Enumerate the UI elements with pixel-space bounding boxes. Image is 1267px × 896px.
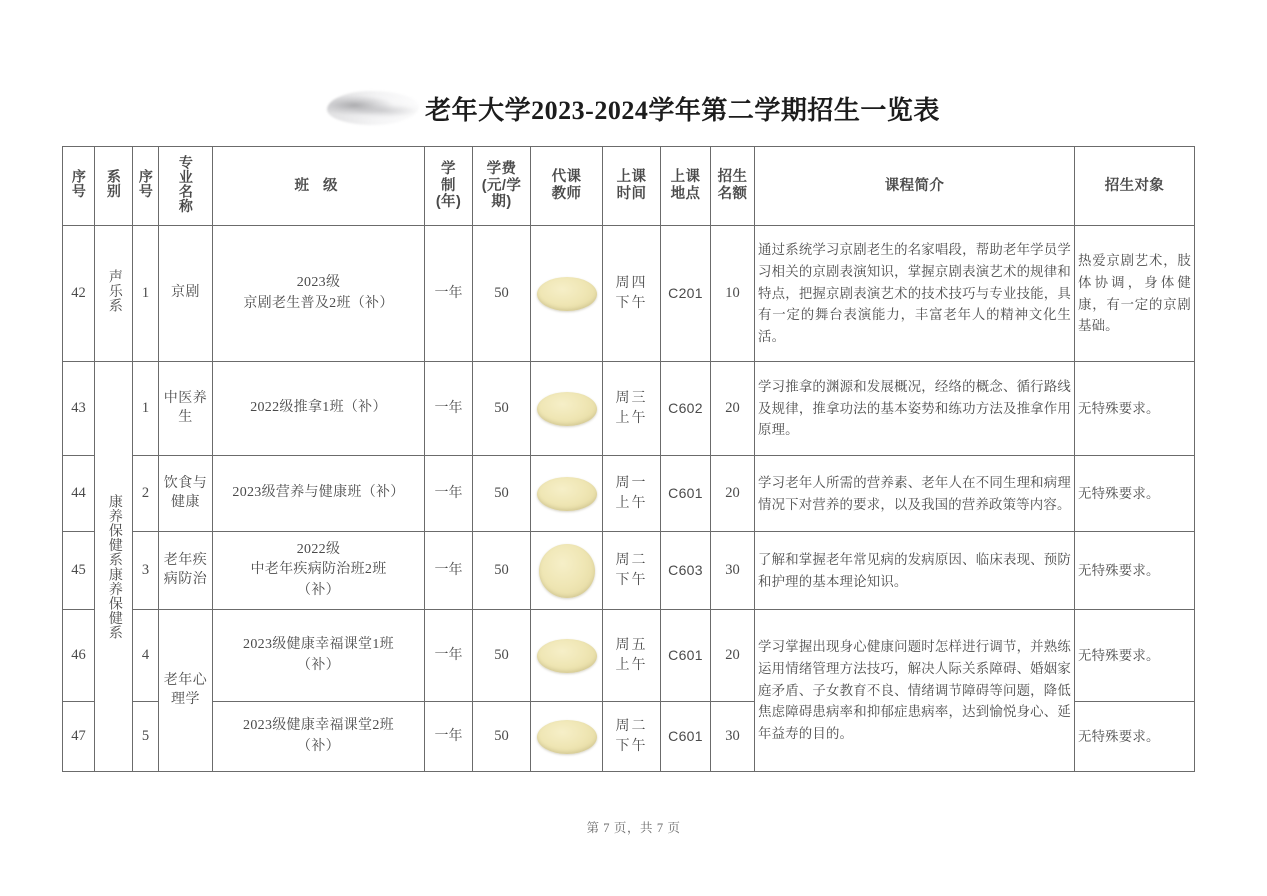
cell-index: 44 [63, 456, 95, 532]
page-title: 老年大学2023-2024学年第二学期招生一览表 [425, 95, 940, 125]
teacher-name-redaction [537, 720, 597, 754]
cell-target: 无特殊要求。 [1075, 702, 1195, 772]
col-header-class-time: 上课 时间 [603, 147, 661, 226]
col-header-teacher: 代课 教师 [531, 147, 603, 226]
cell-class: 2023级健康幸福课堂2班 （补） [213, 702, 425, 772]
cell-teacher [531, 226, 603, 362]
cell-target: 无特殊要求。 [1075, 456, 1195, 532]
cell-class-time: 周二 下午 [603, 702, 661, 772]
cell-quota: 20 [711, 362, 755, 456]
cell-class-place: C601 [661, 702, 711, 772]
cell-duration: 一年 [425, 610, 473, 702]
cell-intro: 了解和掌握老年常见病的发病原因、临床表现、预防和护理的基本理论知识。 [755, 532, 1075, 610]
cell-class-time: 周二 下午 [603, 532, 661, 610]
table-row [63, 226, 1195, 362]
cell-index: 47 [63, 702, 95, 772]
cell-intro: 通过系统学习京剧老生的名家唱段，帮助老年学员学习相关的京剧表演知识，掌握京剧表演艺术的规律和特点，把握京剧表演艺术的技术技巧与专业技能，具有一定的舞台表演能力，丰富老年人的精神文化生活。 [755, 226, 1075, 362]
cell-target: 无特殊要求。 [1075, 532, 1195, 610]
cell-class: 2023级健康幸福课堂1班 （补） [213, 610, 425, 702]
cell-fee: 50 [473, 610, 531, 702]
col-header-class: 班 级 [213, 147, 425, 226]
cell-index: 45 [63, 532, 95, 610]
cell-department: 康养保健系 康养保健系 [95, 362, 133, 772]
table-row [63, 532, 1195, 610]
cell-quota: 30 [711, 532, 755, 610]
cell-teacher [531, 456, 603, 532]
table-body [63, 226, 1195, 772]
cell-duration: 一年 [425, 456, 473, 532]
col-header-duration: 学 制 (年) [425, 147, 473, 226]
cell-major: 中医养生 [159, 362, 213, 456]
cell-intro: 学习掌握出现身心健康问题时怎样进行调节，并熟练运用情绪管理方法技巧，解决人际关系障碍、婚姻家庭矛盾、子女教育不良、情绪调节障碍等问题，降低焦虑障碍患病率和抑郁症患病率，达到愉悦身心、延年益寿的目的。 [755, 610, 1075, 772]
cell-quota: 20 [711, 610, 755, 702]
teacher-name-redaction [537, 277, 597, 311]
col-header-class-place: 上课 地点 [661, 147, 711, 226]
cell-class-place: C201 [661, 226, 711, 362]
cell-class-time: 周五 上午 [603, 610, 661, 702]
cell-fee: 50 [473, 456, 531, 532]
cell-sub-index: 1 [133, 226, 159, 362]
cell-class-time: 周一 上午 [603, 456, 661, 532]
cell-duration: 一年 [425, 362, 473, 456]
cell-duration: 一年 [425, 532, 473, 610]
cell-quota: 10 [711, 226, 755, 362]
cell-target: 无特殊要求。 [1075, 610, 1195, 702]
cell-intro: 学习老年人所需的营养素、老年人在不同生理和病理情况下对营养的要求，以及我国的营养政策等内容。 [755, 456, 1075, 532]
title-redaction-smudge [327, 91, 419, 125]
cell-class: 2022级推拿1班（补） [213, 362, 425, 456]
cell-index: 42 [63, 226, 95, 362]
cell-class: 2022级 中老年疾病防治班2班 （补） [213, 532, 425, 610]
col-header-index: 序号 [63, 147, 95, 226]
col-header-sub-index: 序号 [133, 147, 159, 226]
cell-class-time: 周三 上午 [603, 362, 661, 456]
cell-class-time: 周四 下午 [603, 226, 661, 362]
table-row [63, 456, 1195, 532]
cell-quota: 30 [711, 702, 755, 772]
cell-teacher [531, 532, 603, 610]
cell-major: 老年心理学 [159, 610, 213, 772]
cell-fee: 50 [473, 532, 531, 610]
cell-class-place: C601 [661, 456, 711, 532]
table-row [63, 610, 1195, 702]
cell-sub-index: 2 [133, 456, 159, 532]
cell-sub-index: 4 [133, 610, 159, 702]
cell-fee: 50 [473, 226, 531, 362]
teacher-name-redaction [539, 544, 595, 598]
cell-sub-index: 5 [133, 702, 159, 772]
cell-class-place: C602 [661, 362, 711, 456]
cell-teacher [531, 610, 603, 702]
cell-duration: 一年 [425, 226, 473, 362]
teacher-name-redaction [537, 639, 597, 673]
cell-major: 老年疾病防治 [159, 532, 213, 610]
col-header-major: 专业名称 [159, 147, 213, 226]
teacher-name-redaction [537, 477, 597, 511]
col-header-intro: 课程简介 [755, 147, 1075, 226]
cell-class-place: C603 [661, 532, 711, 610]
teacher-name-redaction [537, 392, 597, 426]
cell-fee: 50 [473, 702, 531, 772]
table-row [63, 362, 1195, 456]
cell-target: 热爱京剧艺术，肢体协调，身体健康，有一定的京剧基础。 [1075, 226, 1195, 362]
cell-teacher [531, 362, 603, 456]
cell-duration: 一年 [425, 702, 473, 772]
cell-index: 43 [63, 362, 95, 456]
cell-major: 饮食与健康 [159, 456, 213, 532]
cell-fee: 50 [473, 362, 531, 456]
col-header-fee: 学费 (元/学 期) [473, 147, 531, 226]
cell-index: 46 [63, 610, 95, 702]
cell-sub-index: 3 [133, 532, 159, 610]
col-header-quota: 招生 名额 [711, 147, 755, 226]
cell-class: 2023级 京剧老生普及2班（补） [213, 226, 425, 362]
cell-major: 京剧 [159, 226, 213, 362]
cell-sub-index: 1 [133, 362, 159, 456]
table-header [63, 147, 1195, 226]
cell-intro: 学习推拿的渊源和发展概况，经络的概念、循行路线及规律，推拿功法的基本姿势和练功方法及推拿作用原理。 [755, 362, 1075, 456]
enrollment-table [62, 146, 1195, 772]
cell-class-place: C601 [661, 610, 711, 702]
document-title-row [0, 82, 1267, 134]
cell-target: 无特殊要求。 [1075, 362, 1195, 456]
col-header-department: 系别 [95, 147, 133, 226]
page-footer: 第 7 页，共 7 页 [586, 821, 681, 835]
table-header-row [63, 147, 1195, 226]
cell-class: 2023级营养与健康班（补） [213, 456, 425, 532]
cell-department: 声乐系 [95, 226, 133, 362]
cell-quota: 20 [711, 456, 755, 532]
col-header-target: 招生对象 [1075, 147, 1195, 226]
cell-teacher [531, 702, 603, 772]
